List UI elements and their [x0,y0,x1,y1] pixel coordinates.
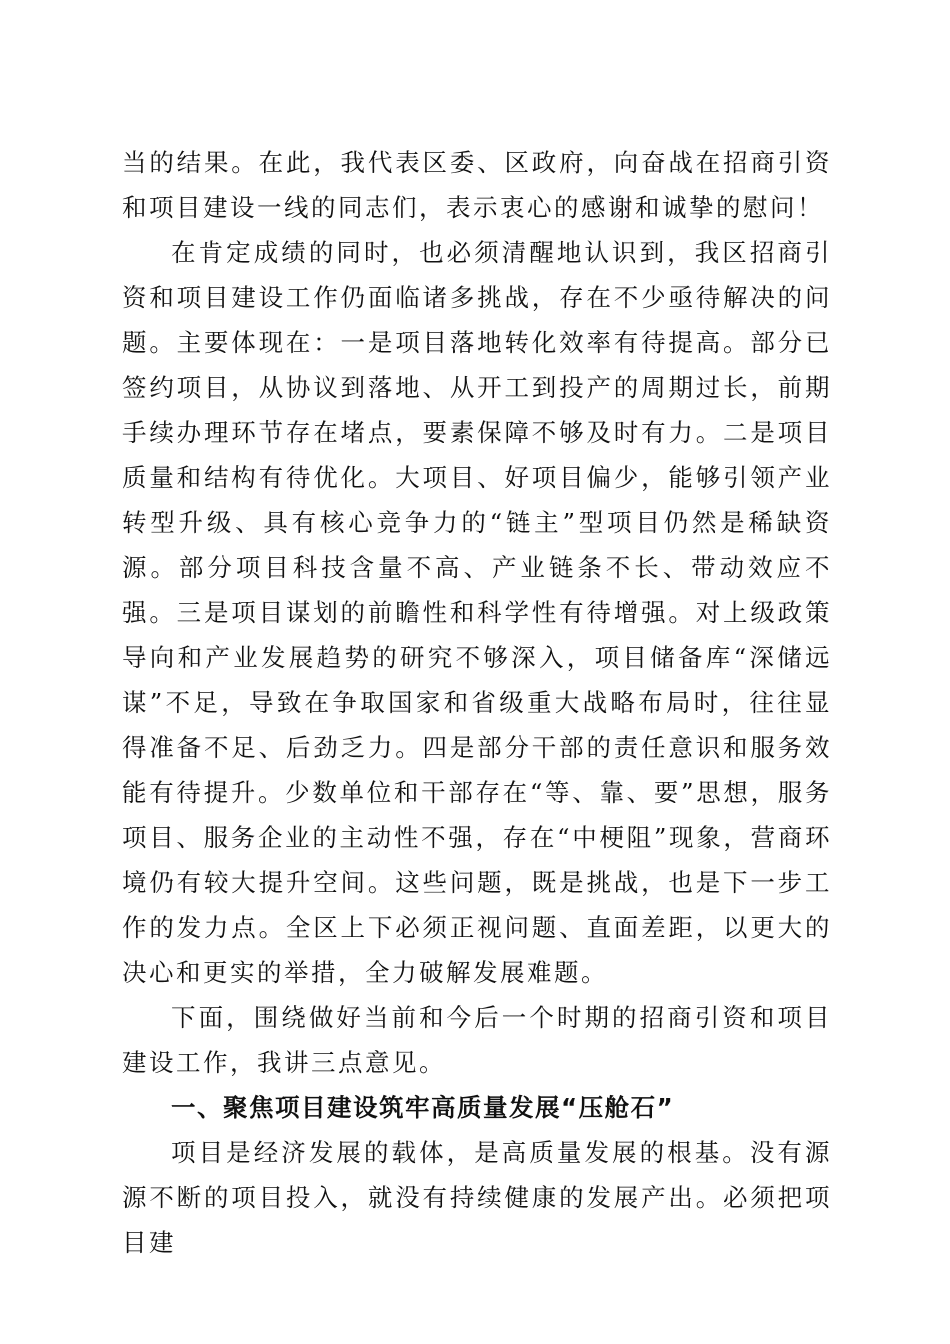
paragraph-problems: 在肯定成绩的同时，也必须清醒地认识到，我区招商引资和项目建设工作仍面临诸多挑战，存在不少亟待解决的问题。主要体现在：一是项目落地转化效率有待提高。部分已签约项目，从协议到落地、从开工到投产的周期过长，前期手续办理环节存在堵点，要素保障不够及时有力。二是项目质量和结构有待优化。大项目、好项目偏少，能够引领产业转型升级、具有核心竞争力的“链主”型项目仍然是稀缺资源。部分项目科技含量不高、产业链条不长、带动效应不强。三是项目谋划的前瞻性和科学性有待增强。对上级政策导向和产业发展趋势的研究不够深入，项目储备库“深储远谋”不足，导致在争取国家和省级重大战略布局时，往往显得准备不足、后劲乏力。四是部分干部的责任意识和服务效能有待提升。少数单位和干部存在“等、靠、要”思想，服务项目、服务企业的主动性不强，存在“中梗阻”现象，营商环境仍有较大提升空间。这些问题，既是挑战，也是下一步工作的发力点。全区上下必须正视问题、直面差距，以更大的决心和更实的举措，全力破解发展难题。 [122,238,832,987]
paragraph-intro-opinions: 下面，围绕做好当前和今后一个时期的招商引资和项目建设工作，我讲三点意见。 [122,1003,832,1077]
section-heading-1: 一、聚焦项目建设筑牢高质量发展“压舱石” [171,1093,675,1122]
paragraph-continuation: 当的结果。在此，我代表区委、区政府，向奋战在招商引资和项目建设一线的同志们，表示衷心的感谢和诚挚的慰问！ [122,148,832,222]
document-body [122,140,832,1265]
paragraph-section-1-body: 项目是经济发展的载体，是高质量发展的根基。没有源源不断的项目投入，就没有持续健康的发展产出。必须把项目建 [122,1138,832,1257]
